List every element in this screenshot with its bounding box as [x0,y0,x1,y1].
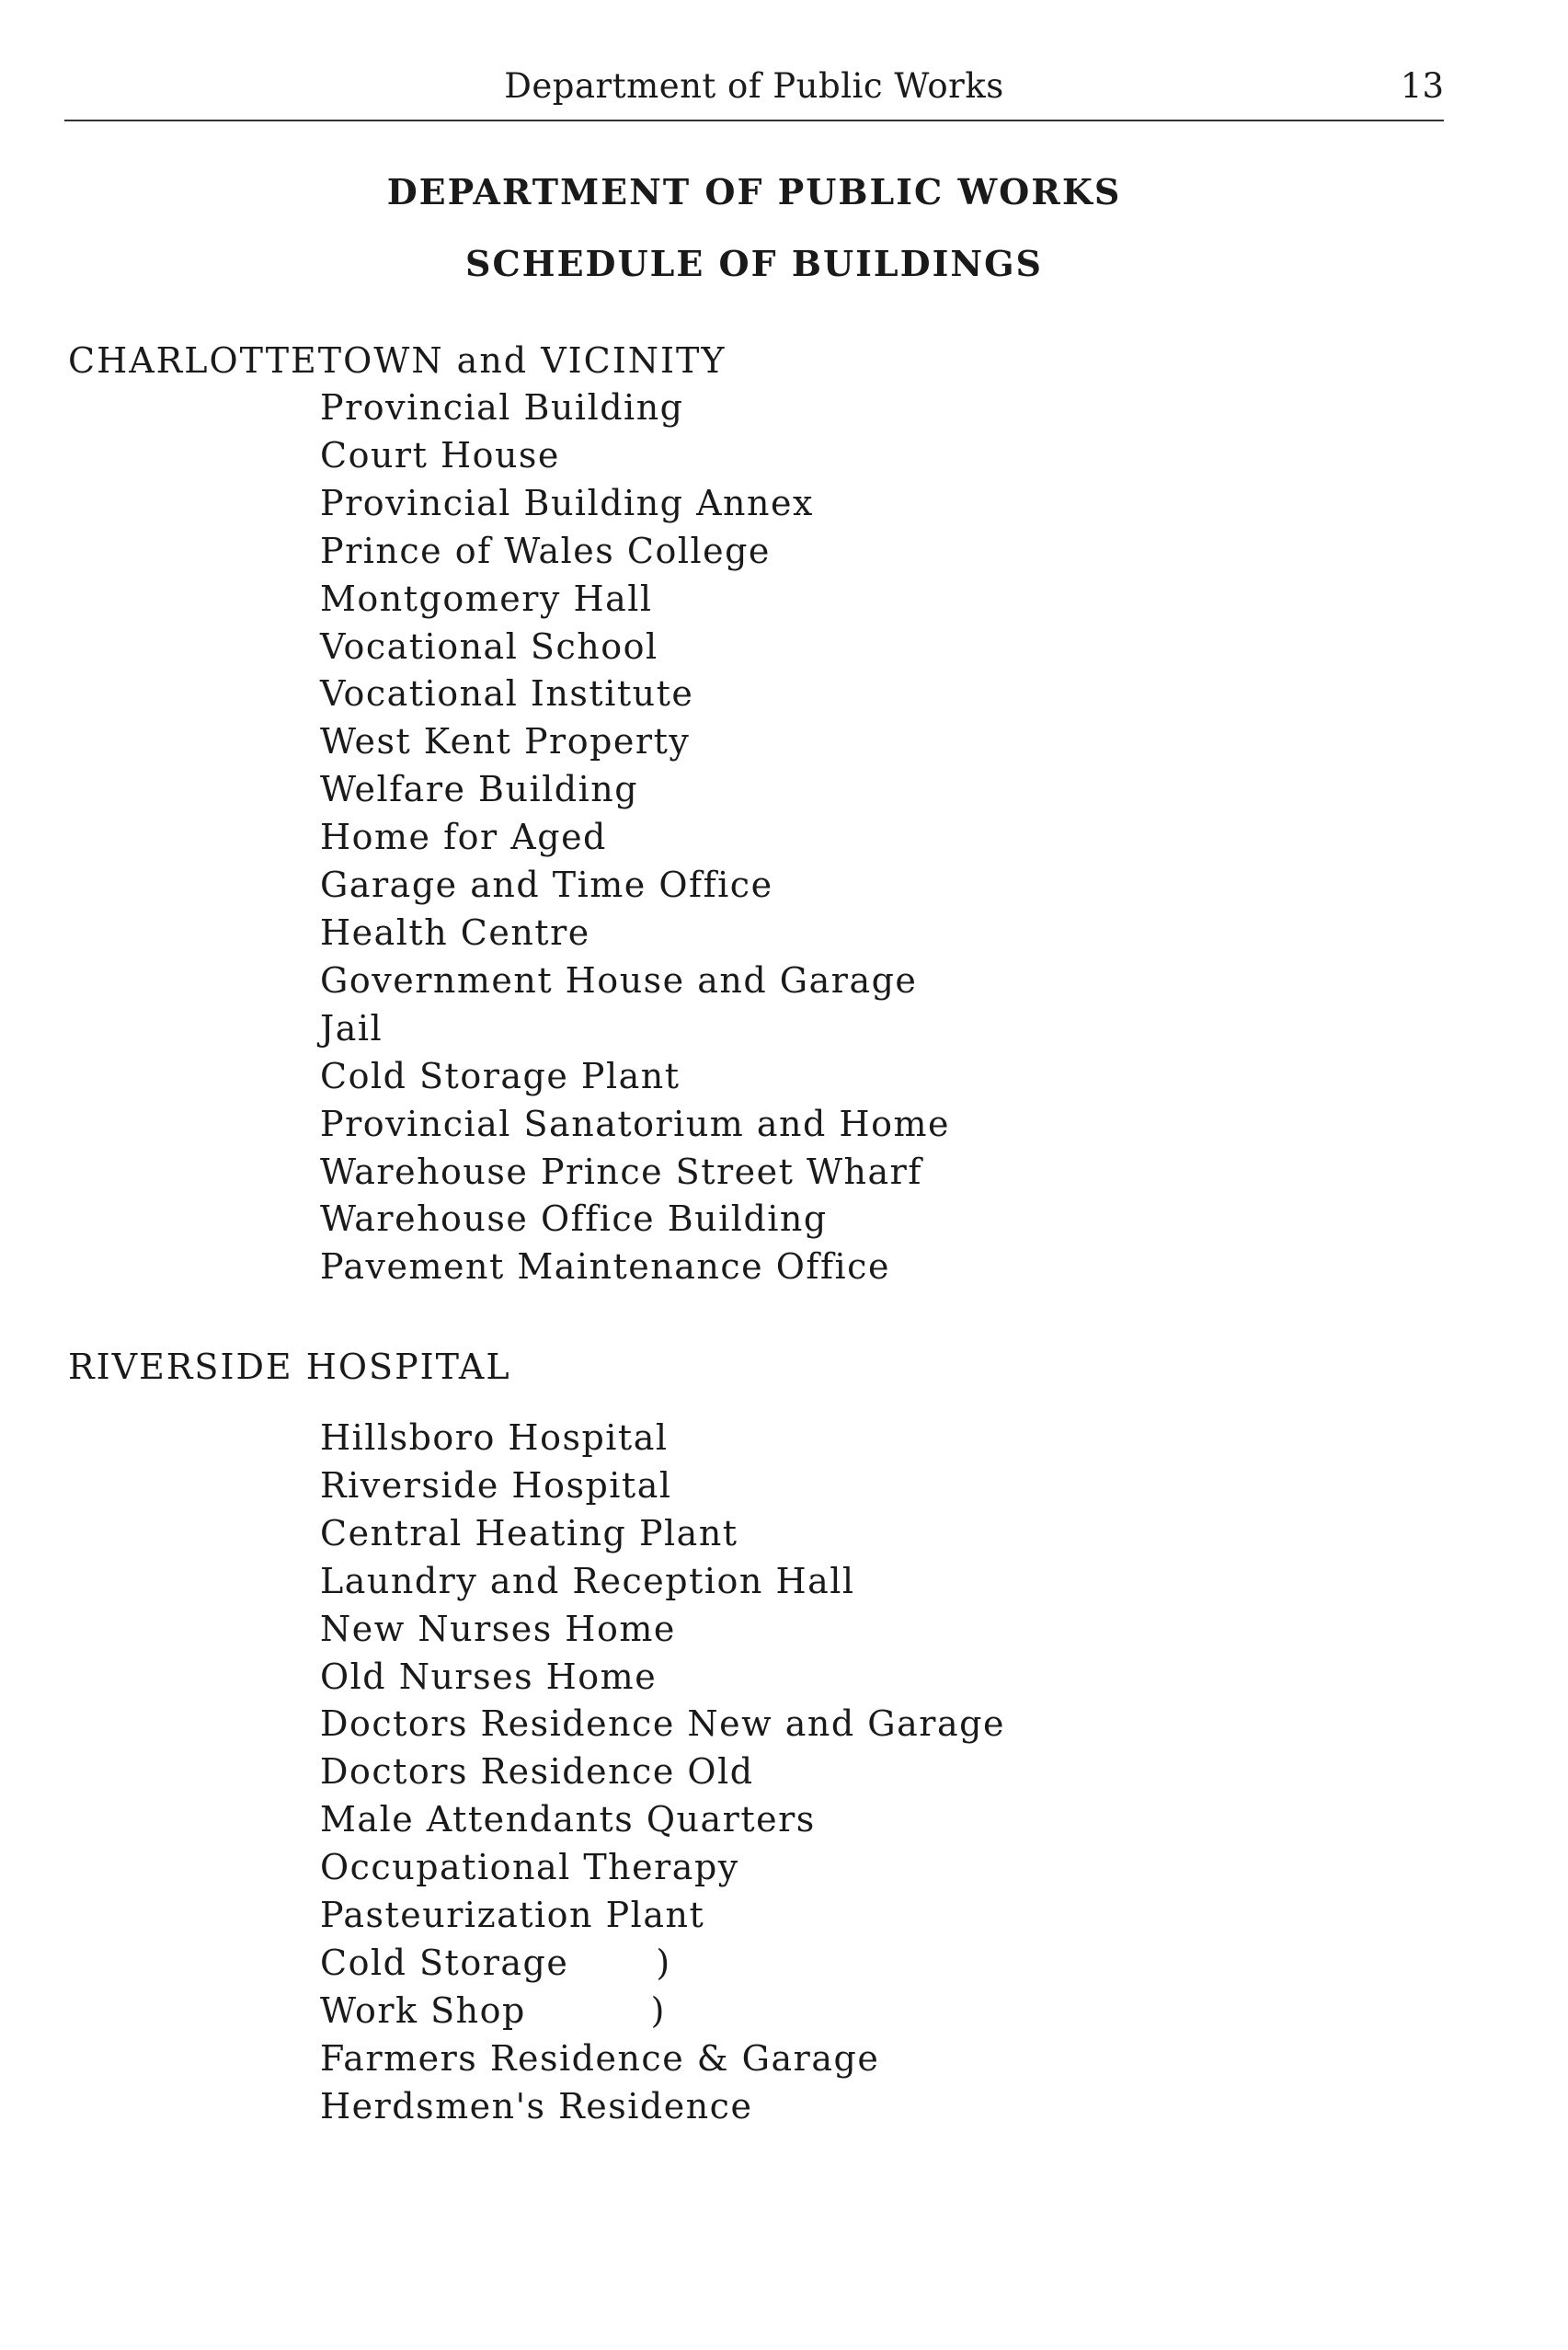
building-item: Warehouse Prince Street Wharf [320,1151,922,1192]
building-item: Hillsboro Hospital [320,1417,669,1458]
building-item: Home for Aged [320,817,607,858]
running-title: Department of Public Works [504,66,1004,106]
building-item: Work Shop ) [320,1989,666,2031]
building-item: Cold Storage ) [320,1942,671,1983]
building-item: Doctors Residence New and Garage [320,1703,1005,1745]
building-item: West Kent Property [320,721,691,762]
building-item: Warehouse Office Building [320,1198,828,1240]
building-item: Government House and Garage [320,959,918,1001]
building-item: Provincial Sanatorium and Home [320,1103,950,1144]
building-item: Health Centre [320,911,590,953]
section-charlottetown [68,337,1429,1291]
building-item: Pavement Maintenance Office [320,1246,890,1288]
building-item: Welfare Building [320,769,639,810]
document-heading: DEPARTMENT OF PUBLIC WORKS [386,171,1122,212]
building-item: Central Heating Plant [320,1512,738,1553]
header-rule [64,120,1444,121]
building-item: Provincial Building [320,387,684,428]
building-item: New Nurses Home [320,1608,676,1649]
building-item: Vocational Institute [320,673,694,715]
building-list [68,1415,1429,2131]
building-item: Garage and Time Office [320,865,773,906]
building-item: Male Attendants Quarters [320,1799,816,1840]
building-item: Court House [320,434,560,476]
building-item: Occupational Therapy [320,1847,739,1888]
building-item: Montgomery Hall [320,578,653,619]
page-number: 13 [1400,66,1444,106]
building-item: Herdsmen's Residence [320,2085,753,2126]
building-item: Riverside Hospital [320,1464,672,1506]
building-item: Cold Storage Plant [320,1055,681,1096]
building-item: Laundry and Reception Hall [320,1560,855,1601]
building-item: Jail [320,1007,383,1049]
building-item: Pasteurization Plant [320,1895,705,1936]
building-item: Prince of Wales College [320,530,771,571]
building-item: Old Nurses Home [320,1656,658,1697]
running-head [64,59,1444,114]
building-item: Provincial Building Annex [320,482,814,523]
building-item: Vocational School [320,625,658,667]
building-list [68,384,1429,1291]
section-riverside-hospital [68,1343,1429,2131]
document-subheading: SCHEDULE OF BUILDINGS [465,243,1043,284]
building-item: Farmers Residence & Garage [320,2037,880,2079]
building-item: Doctors Residence Old [320,1751,754,1793]
section-title: CHARLOTTETOWN and VICINITY [68,340,727,381]
section-title: RIVERSIDE HOSPITAL [68,1347,511,1387]
